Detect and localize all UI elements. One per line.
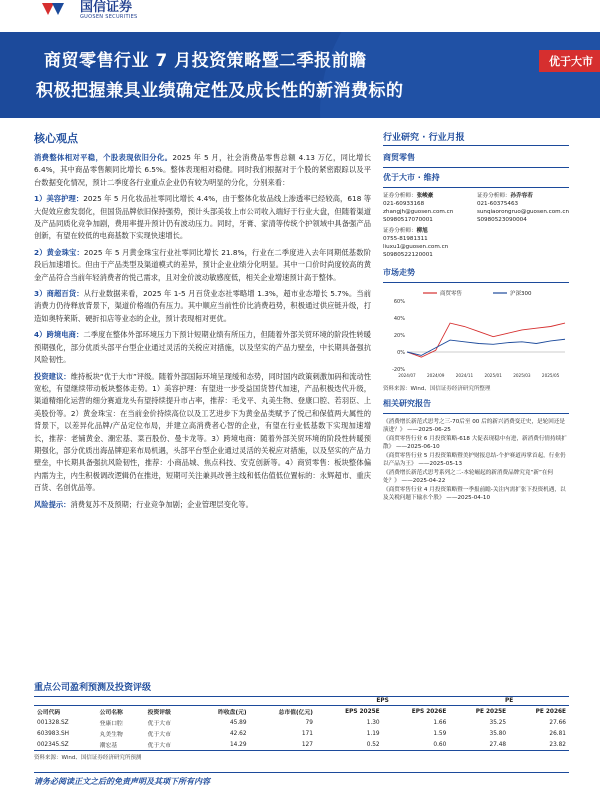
forecast-cell: 26.81 <box>549 730 566 737</box>
brand-name-cn: 国信证券 <box>80 0 133 15</box>
divider <box>383 413 569 414</box>
y-tick-label: 0% <box>397 350 405 356</box>
col-header: 总市值(亿元) <box>278 710 313 716</box>
forecast-cell: 45.89 <box>229 719 247 726</box>
forecast-cell: 14.29 <box>229 741 247 748</box>
col-header: EPS 2026E <box>411 708 447 715</box>
forecast-cell: 潮宏基 <box>99 743 117 749</box>
footer-divider <box>34 772 569 773</box>
analyst-card: 证券分析师：孙乔容若 021-60375463 sunqiaorongruo@guosen.com.cn S0980523090004 <box>476 193 569 223</box>
forecast-cell: 0.60 <box>433 741 447 748</box>
forecast-cell: 35.25 <box>489 719 507 726</box>
forecast-source: 资料来源：Wind、国信证券经济研究所预测 <box>34 755 142 761</box>
related-reports-list <box>383 418 569 502</box>
related-report-link[interactable]: 《商贸零售行业 6 月投资策略-618 大促表现稳中有进，新消费行情持续扩散》 ——2025-06-10 <box>383 436 567 450</box>
analyst-card: 证券分析师：柳旭 0755-81981311 liuxu1@guosen.com.cn S0980522120001 <box>383 228 449 258</box>
x-tick-label: 2025/05 <box>541 373 560 378</box>
forecast-cell: 优于大市 <box>147 721 171 727</box>
forecast-cell: 27.66 <box>549 719 566 726</box>
forecast-cell: 1.19 <box>366 730 380 737</box>
title-banner <box>0 32 600 118</box>
analyst-list <box>383 192 569 259</box>
col-header: 投资评级 <box>147 710 171 716</box>
forecast-cell: 127 <box>301 741 313 748</box>
forecast-cell: 171 <box>301 730 313 737</box>
y-tick-label: 60% <box>393 299 405 305</box>
report-title-line2: 积极把握兼具业绩确定性及成长性的新消费标的 <box>36 81 404 101</box>
forecast-row <box>34 728 569 739</box>
brand-name-en: GUOSEN SECURITIES <box>80 14 138 20</box>
pe-group-header: PE <box>505 698 514 704</box>
legend-label: 沪深300 <box>510 291 532 297</box>
core-view-column <box>34 130 371 515</box>
forecast-table <box>34 696 569 751</box>
core-view-title: 核心观点 <box>34 132 78 145</box>
forecast-row <box>34 717 569 728</box>
trend-chart-svg <box>383 287 569 382</box>
industry-rating: 优于大市 · 维持 <box>383 173 440 182</box>
related-reports-title: 相关研究报告 <box>383 399 431 408</box>
forecast-cell: 001328.SZ <box>37 719 69 726</box>
col-header: EPS 2025E <box>345 708 380 715</box>
forecast-cell: 79 <box>305 719 313 726</box>
x-tick-label: 2024/11 <box>455 373 474 378</box>
chart-source: 资料来源：Wind、国信证券经济研究所整理 <box>383 386 491 392</box>
forecast-cell: 002345.SZ <box>37 741 69 748</box>
market-trend-chart <box>383 287 569 382</box>
divider <box>383 282 569 283</box>
y-tick-label: -20% <box>392 367 405 373</box>
divider <box>383 167 569 168</box>
related-report-link[interactable]: 《消费增长新范式思考之三-70后至 00 后的新兴消费变迁史，是轮回还是演进？》 ——2025-06-25 <box>383 419 566 433</box>
forecast-section <box>34 680 569 761</box>
report-title-line1: 商贸零售行业 7 月投资策略暨二季报前瞻 <box>44 51 367 71</box>
col-header: 昨收盘(元) <box>218 710 247 716</box>
forecast-cell: 丸美生物 <box>99 732 123 738</box>
col-header: PE 2026E <box>535 708 566 715</box>
col-header: 公司名称 <box>99 710 123 716</box>
forecast-cell: 1.66 <box>433 719 447 726</box>
paragraph-beauty: 1）美容护理：2025 年 5 月化妆品社零同比增长 4.4%，由于整体化妆品线上渗透率已经较高，618 等大促效应愈发弱化，但国货品牌依旧保持强势，预计头部美妆上市公司收入端好于行业大盘，但随着渠道及产品同质化竞争加剧，费用率提升预计仍有波动压力。同时，牙膏、家清等传统个护领域中具备强产品创新，有望在较低的电商基数下实现快速增长。 <box>34 194 371 241</box>
forecast-row <box>34 739 569 751</box>
related-report-link[interactable]: 《商贸零售行业 5 月投资策略暨美护财报总结-个护赛道再掌首起，行业仍以产品为王》 ——2025-05-13 <box>383 453 566 467</box>
forecast-cell: 23.82 <box>549 741 566 748</box>
x-tick-label: 2024/07 <box>398 373 416 378</box>
related-report-link[interactable]: 《消费增长新范式思考系列之二-本轮崛起的新消费品牌究竟“新”在何处？》 ——2025-04-22 <box>383 470 554 484</box>
disclaimer: 请务必阅读正文之后的免责声明及其项下所有内容 <box>34 777 210 786</box>
brand-logo <box>40 0 138 22</box>
paragraph-supermarket: 3）商超百货：从行业数据来看，2025 年 1-5 月百货业态社零略增 1.3%，超市业态增长 5.7%。当前消费力仍待释放背景下，渠道价格端仍有压力。其中顺应当前性价比消费趋势，积极通过供应链升级，打造如奥特莱斯、硬折扣店等业态的企业，预计表现相对更优。 <box>34 289 371 323</box>
y-tick-label: 20% <box>393 333 405 339</box>
forecast-cell: 1.59 <box>433 730 447 737</box>
forecast-cell: 0.52 <box>366 741 380 748</box>
banner-decoration <box>320 32 600 118</box>
forecast-cell: 优于大市 <box>147 743 171 749</box>
legend-label: 商贸零售 <box>440 291 463 297</box>
related-report-link[interactable]: 《商贸零售行业 4 月投资策略暨一季报前瞻-关注内需扩张下投资机遇，以及关税问题下输水个股》 ——2025-04-10 <box>383 487 566 501</box>
report-type: 行业研究 · 行业月报 <box>383 130 569 146</box>
x-tick-label: 2025/01 <box>484 373 502 378</box>
forecast-cell: 1.30 <box>366 719 380 726</box>
industry-name: 商贸零售 <box>383 153 415 162</box>
forecast-cell: 27.48 <box>489 741 507 748</box>
guosen-logo-icon <box>40 1 74 21</box>
y-tick-label: 40% <box>393 316 405 322</box>
forecast-title: 重点公司盈利预测及投资评级 <box>34 683 152 693</box>
paragraph-investment-advice: 投资建议：维持板块“优于大市”评级。随着外部国际环境呈现缓和态势，同时国内政策刺激加码和流动性宽松，有望继续带动板块整体走势。1）美容护理：有望进一步受益国货替代加速，产品积极迭代升级，渠道精细化运营的细分赛道龙头有望持续提升市占率，推荐：毛戈平、丸美生物、登康口腔、若羽臣、上美股份等。2）黄金珠宝：在当前金价持续高位以及工艺进步下为黄金品类赋予了悦己和保值两大属性的背景下，以差异化品牌/产品定位布局，并建立高消费者心智的企业，有望在行业低基数下实现加速增长，推荐：老铺黄金、潮宏基、菜百股份、曼卡龙等。3）跨境电商：随着外部关贸环境的阶段性转暖预期强化，部分优质出海品牌迎来布局机遇，头部平台型企业通过灵活的关税应对措施，以及坚实的产品力壁垒，中长期具备强抗风险韧性，推荐：小商品城、焦点科技、安克创新等。4）商贸零售：板块整体偏内需为主，内生积极调改逻辑仍在推进，短期可关注兼具改善主线和低估值低位置标的：永辉超市、重庆百货、名创优品等。 <box>34 371 372 493</box>
x-tick-label: 2024/09 <box>427 373 445 378</box>
market-trend-title: 市场走势 <box>383 268 415 277</box>
forecast-cell: 42.62 <box>229 730 247 737</box>
eps-group-header: EPS <box>376 698 389 704</box>
sidebar-column <box>383 130 569 503</box>
x-tick-label: 2025/03 <box>513 373 531 378</box>
paragraph-jewelry: 2）黄金珠宝：2025 年 5 月黄金珠宝行业社零同比增长 21.8%，行业在二季度进入去年同期低基数阶段后加速增长。但由于产品类型及渠道模式的差异，预计企业业绩分化明显。其中一口价时尚度较高的黄金产品符合当前年轻消费者的悦己需求，且对金价波动敏感度低，相关企业增速预计高于整体。 <box>34 247 371 282</box>
forecast-cell: 登康口腔 <box>99 721 123 727</box>
forecast-cell: 35.80 <box>489 730 507 737</box>
paragraph-risk: 风险提示：消费复苏不及预期；行业竞争加剧；企业管理层变化等。 <box>34 499 253 509</box>
paragraph-cross-border: 4）跨境电商：二季度在整体外部环境压力下预计短期业绩有所压力，但随着外部关贸环境的阶段性转暖预期强化，部分优质头部平台型企业通过灵活的关税应对措施，以及坚实的产品力壁垒，中长期具备强抗风险韧性。 <box>34 330 372 365</box>
col-header: PE 2025E <box>475 708 507 715</box>
paragraph-overview: 消费整体相对平稳，个股表现依旧分化。2025 年 5 月，社会消费品零售总额 4.13 万亿，同比增长 6.4%，其中商品零售额同比增长 6.5%。整体表现相对稳健。同时我们根据对于个股的紧密跟踪以及平台数据变化情况，预计二季度各行业重点企业仍有较为明显的分化，分别来看： <box>34 153 372 187</box>
forecast-cell: 603983.SH <box>37 730 70 737</box>
rating-tag: 优于大市 <box>539 50 600 72</box>
forecast-cell: 优于大市 <box>147 732 171 738</box>
col-header: 公司代码 <box>37 710 61 716</box>
analyst-card: 证券分析师：张峻豪 021-60933168 zhangjh@guosen.com.cn S0980517070001 <box>383 193 454 223</box>
divider <box>383 187 569 188</box>
